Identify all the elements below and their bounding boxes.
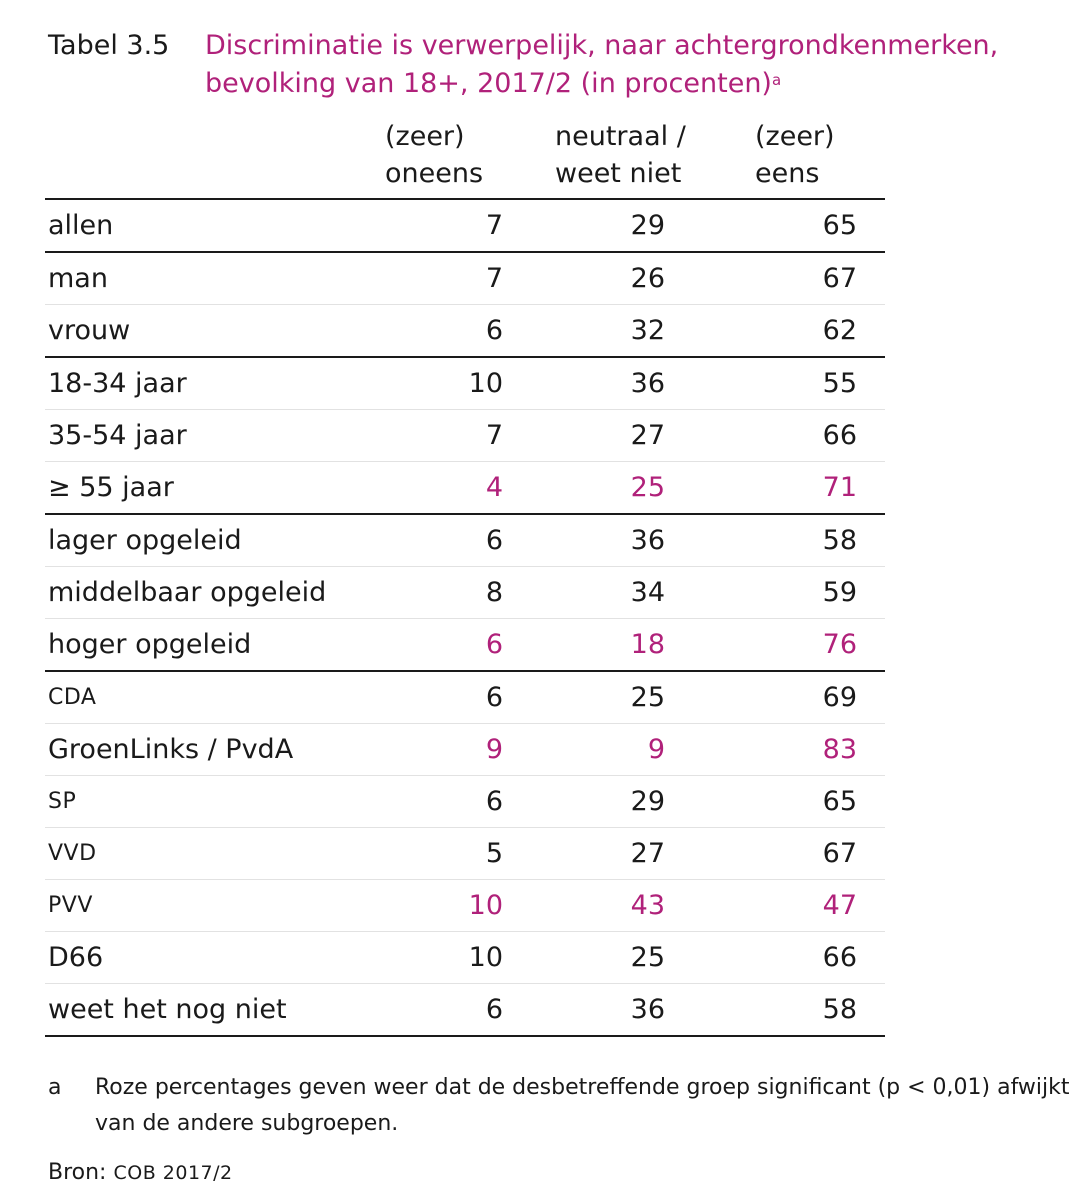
value-neutraal: 26 (555, 252, 755, 305)
table-body (45, 199, 885, 1036)
value-neutraal: 18 (555, 619, 755, 672)
table-row (45, 724, 885, 776)
row-label: allen (45, 199, 385, 252)
value-eens: 67 (755, 252, 885, 305)
title-footnote-mark: a (771, 71, 782, 89)
row-label: lager opgeleid (45, 514, 385, 567)
value-oneens: 8 (385, 567, 555, 619)
value-oneens: 6 (385, 514, 555, 567)
row-label: 18-34 jaar (45, 357, 385, 410)
row-label: 35-54 jaar (45, 410, 385, 462)
value-eens: 65 (755, 199, 885, 252)
footnote-mark: a (48, 1075, 62, 1100)
table-row (45, 357, 885, 410)
value-eens: 58 (755, 514, 885, 567)
value-eens: 65 (755, 776, 885, 828)
table-label: Tabel 3.5 (48, 30, 170, 61)
value-neutraal: 27 (555, 410, 755, 462)
value-oneens: 5 (385, 828, 555, 880)
column-header-line1: (zeer) (755, 121, 835, 152)
source-line (48, 1156, 233, 1190)
row-label: ≥ 55 jaar (45, 462, 385, 515)
table-row (45, 462, 885, 515)
footnote-text: Roze percentages geven weer dat de desbetreffende groep significant (p < 0,01) afwijkt van de andere subgroepen. (95, 1075, 1070, 1136)
value-neutraal: 36 (555, 357, 755, 410)
value-oneens: 10 (385, 880, 555, 932)
value-eens: 58 (755, 984, 885, 1037)
row-label: D66 (45, 932, 385, 984)
header-row (45, 114, 885, 199)
value-neutraal: 36 (555, 514, 755, 567)
table-row (45, 252, 885, 305)
table-row (45, 880, 885, 932)
value-eens: 83 (755, 724, 885, 776)
row-label-header (45, 114, 385, 199)
value-neutraal: 25 (555, 462, 755, 515)
table-title (205, 27, 1065, 103)
row-label: hoger opgeleid (45, 619, 385, 672)
value-eens: 71 (755, 462, 885, 515)
column-header-line1: (zeer) (385, 121, 465, 152)
value-eens: 59 (755, 567, 885, 619)
table-row (45, 776, 885, 828)
table-title-text: Discriminatie is verwerpelijk, naar achtergrondkenmerken, bevolking van 18+, 2017/2 (in procenten) (205, 30, 999, 99)
table-row (45, 199, 885, 252)
table-row (45, 984, 885, 1037)
value-neutraal: 25 (555, 671, 755, 724)
value-oneens: 6 (385, 619, 555, 672)
value-neutraal: 43 (555, 880, 755, 932)
column-header-neutraal (555, 114, 755, 199)
table-row (45, 828, 885, 880)
value-oneens: 6 (385, 984, 555, 1037)
table-row (45, 305, 885, 358)
value-neutraal: 27 (555, 828, 755, 880)
value-neutraal: 25 (555, 932, 755, 984)
value-oneens: 7 (385, 199, 555, 252)
table-row (45, 671, 885, 724)
value-oneens: 9 (385, 724, 555, 776)
value-neutraal: 9 (555, 724, 755, 776)
value-oneens: 10 (385, 357, 555, 410)
row-label: PVV (45, 880, 385, 932)
value-eens: 62 (755, 305, 885, 358)
value-eens: 47 (755, 880, 885, 932)
row-label: CDA (45, 671, 385, 724)
table-row (45, 567, 885, 619)
value-eens: 76 (755, 619, 885, 672)
value-oneens: 7 (385, 252, 555, 305)
row-label: VVD (45, 828, 385, 880)
value-oneens: 6 (385, 776, 555, 828)
value-eens: 67 (755, 828, 885, 880)
value-neutraal: 36 (555, 984, 755, 1037)
value-eens: 69 (755, 671, 885, 724)
table-row (45, 932, 885, 984)
column-header-oneens (385, 114, 555, 199)
row-label: man (45, 252, 385, 305)
row-label: GroenLinks / PvdA (45, 724, 385, 776)
row-label: vrouw (45, 305, 385, 358)
column-header-line1: neutraal / (555, 121, 686, 152)
value-neutraal: 29 (555, 776, 755, 828)
table-row (45, 514, 885, 567)
footnote (48, 1070, 1078, 1142)
value-eens: 55 (755, 357, 885, 410)
table-row (45, 619, 885, 672)
value-oneens: 4 (385, 462, 555, 515)
value-neutraal: 34 (555, 567, 755, 619)
column-header-eens (755, 114, 885, 199)
value-neutraal: 32 (555, 305, 755, 358)
source-prefix: Bron: (48, 1160, 107, 1185)
column-header-line2: oneens (385, 158, 484, 189)
value-oneens: 6 (385, 671, 555, 724)
value-oneens: 10 (385, 932, 555, 984)
value-oneens: 6 (385, 305, 555, 358)
row-label: SP (45, 776, 385, 828)
data-table (45, 114, 885, 1037)
column-header-line2: eens (755, 158, 820, 189)
row-label: weet het nog niet (45, 984, 385, 1037)
value-eens: 66 (755, 410, 885, 462)
value-oneens: 7 (385, 410, 555, 462)
value-eens: 66 (755, 932, 885, 984)
column-header-line2: weet niet (555, 158, 682, 189)
table-row (45, 410, 885, 462)
row-label: middelbaar opgeleid (45, 567, 385, 619)
source-name: COB 2017/2 (113, 1162, 233, 1184)
value-neutraal: 29 (555, 199, 755, 252)
